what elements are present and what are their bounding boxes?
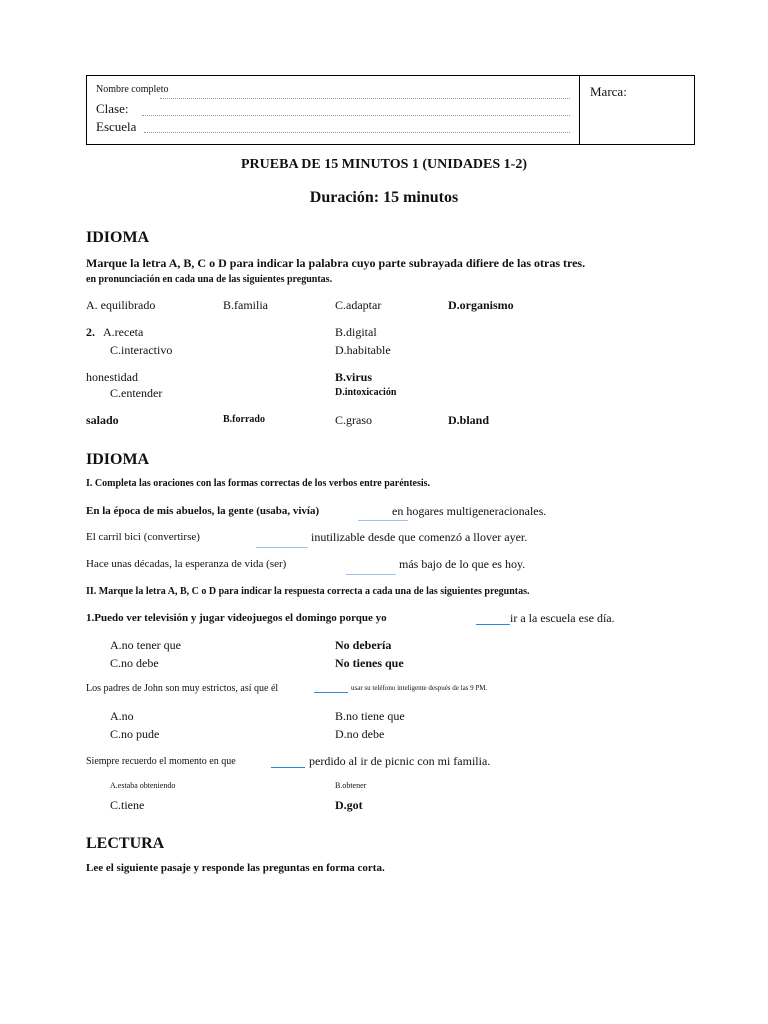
name-label: Nombre completo [96, 84, 169, 95]
school-label: Escuela [96, 119, 137, 134]
test-duration: Duración: 15 minutos [309, 189, 459, 206]
sentence1-blank[interactable] [358, 520, 408, 521]
s1q2-number: 2. [86, 325, 95, 339]
sentence3-blank[interactable] [346, 574, 396, 575]
class-field[interactable] [142, 115, 570, 116]
p2q1-lead: 1.Puedo ver televisión y jugar videojuegos el domingo porque yo [86, 612, 387, 624]
part1-instruction: I. Completa las oraciones con las formas correctas de los verbos entre paréntesis. [86, 478, 431, 489]
sentence3-lead: Hace unas décadas, la esperanza de vida (ser) [86, 558, 287, 570]
p2q2-option-b[interactable]: B.no tiene que [335, 709, 405, 723]
s1q2-option-d[interactable]: D.habitable [335, 343, 391, 357]
p2q3-option-b[interactable]: B.obtener [335, 781, 367, 790]
section3-instruction: Lee el siguiente pasaje y responde las preguntas en forma corta. [86, 862, 385, 874]
s1q4-option-b[interactable]: B.forrado [223, 414, 265, 425]
sentence2-lead: El carril bici (convertirse) [86, 531, 200, 543]
p2q3-lead: Siempre recuerdo el momento en que [86, 756, 236, 767]
p2q2-option-a[interactable]: A.no [110, 709, 134, 723]
p2q1-option-d[interactable]: No tienes que [335, 656, 404, 670]
s1q3-option-d[interactable]: D.intoxicación [335, 387, 397, 398]
class-label: Clase: [96, 101, 129, 116]
part2-instruction: II. Marque la letra A, B, C o D para indicar la respuesta correcta a cada una de las siguientes preguntas. [86, 586, 530, 597]
s1q1-option-b[interactable]: B.familia [223, 298, 268, 312]
s1q4-option-a[interactable]: salado [86, 413, 119, 427]
section2-heading: IDIOMA [86, 451, 150, 468]
s1q3-option-c[interactable]: C.entender [110, 386, 163, 400]
p2q3-option-d[interactable]: D.got [335, 798, 363, 812]
p2q1-option-c[interactable]: C.no debe [110, 656, 159, 670]
s1q2-option-a[interactable]: A.receta [103, 325, 144, 339]
p2q2-lead: Los padres de John son muy estrictos, así que él [86, 683, 279, 694]
s1q2-option-c[interactable]: C.interactivo [110, 343, 173, 357]
p2q1-option-a[interactable]: A.no tener que [110, 638, 181, 652]
s1q3-option-b[interactable]: B.virus [335, 370, 373, 384]
sentence3-tail: más bajo de lo que es hoy. [399, 557, 526, 571]
s1q3-option-a[interactable]: honestidad [86, 370, 138, 384]
header-divider [579, 75, 580, 145]
test-title: PRUEBA DE 15 MINUTOS 1 (UNIDADES 1-2) [241, 157, 527, 172]
p2q3-tail: perdido al ir de picnic con mi familia. [309, 754, 491, 768]
p2q2-option-d[interactable]: D.no debe [335, 727, 385, 741]
p2q2-option-c[interactable]: C.no pude [110, 727, 160, 741]
p2q3-option-c[interactable]: C.tiene [110, 798, 145, 812]
section1-heading: IDIOMA [86, 229, 150, 246]
p2q3-blank[interactable] [271, 767, 305, 768]
sentence2-blank[interactable] [256, 547, 308, 548]
p2q2-blank[interactable] [314, 692, 348, 693]
p2q1-blank[interactable] [476, 624, 510, 625]
s1q4-option-c[interactable]: C.graso [335, 413, 372, 427]
section1-instruction-cont: en pronunciación en cada una de las siguientes preguntas. [86, 274, 333, 285]
sentence2-tail: inutilizable desde que comenzó a llover ayer. [311, 530, 528, 544]
s1q1-option-c[interactable]: C.adaptar [335, 298, 382, 312]
s1q4-option-d[interactable]: D.bland [448, 413, 490, 427]
p2q1-option-b[interactable]: No debería [335, 638, 392, 652]
p2q2-tail: usar su teléfono inteligente después de las 9 PM. [351, 684, 488, 692]
s1q1-option-a[interactable]: A. equilibrado [86, 298, 156, 312]
mark-label: Marca: [590, 84, 627, 99]
p2q3-option-a[interactable]: A.estaba obteniendo [110, 781, 176, 790]
section3-heading: LECTURA [86, 835, 165, 852]
s1q2-option-b[interactable]: B.digital [335, 325, 377, 339]
p2q1-tail: ir a la escuela ese día. [510, 611, 615, 625]
school-field[interactable] [144, 132, 570, 133]
s1q1-option-d[interactable]: D.organismo [448, 298, 514, 312]
sentence1-lead: En la época de mis abuelos, la gente (usaba, vivía) [86, 505, 320, 517]
sentence1-tail: en hogares multigeneracionales. [392, 504, 547, 518]
section1-instruction: Marque la letra A, B, C o D para indicar la palabra cuyo parte subrayada difiere de las otras tres. [86, 256, 586, 270]
name-field[interactable] [160, 98, 570, 99]
